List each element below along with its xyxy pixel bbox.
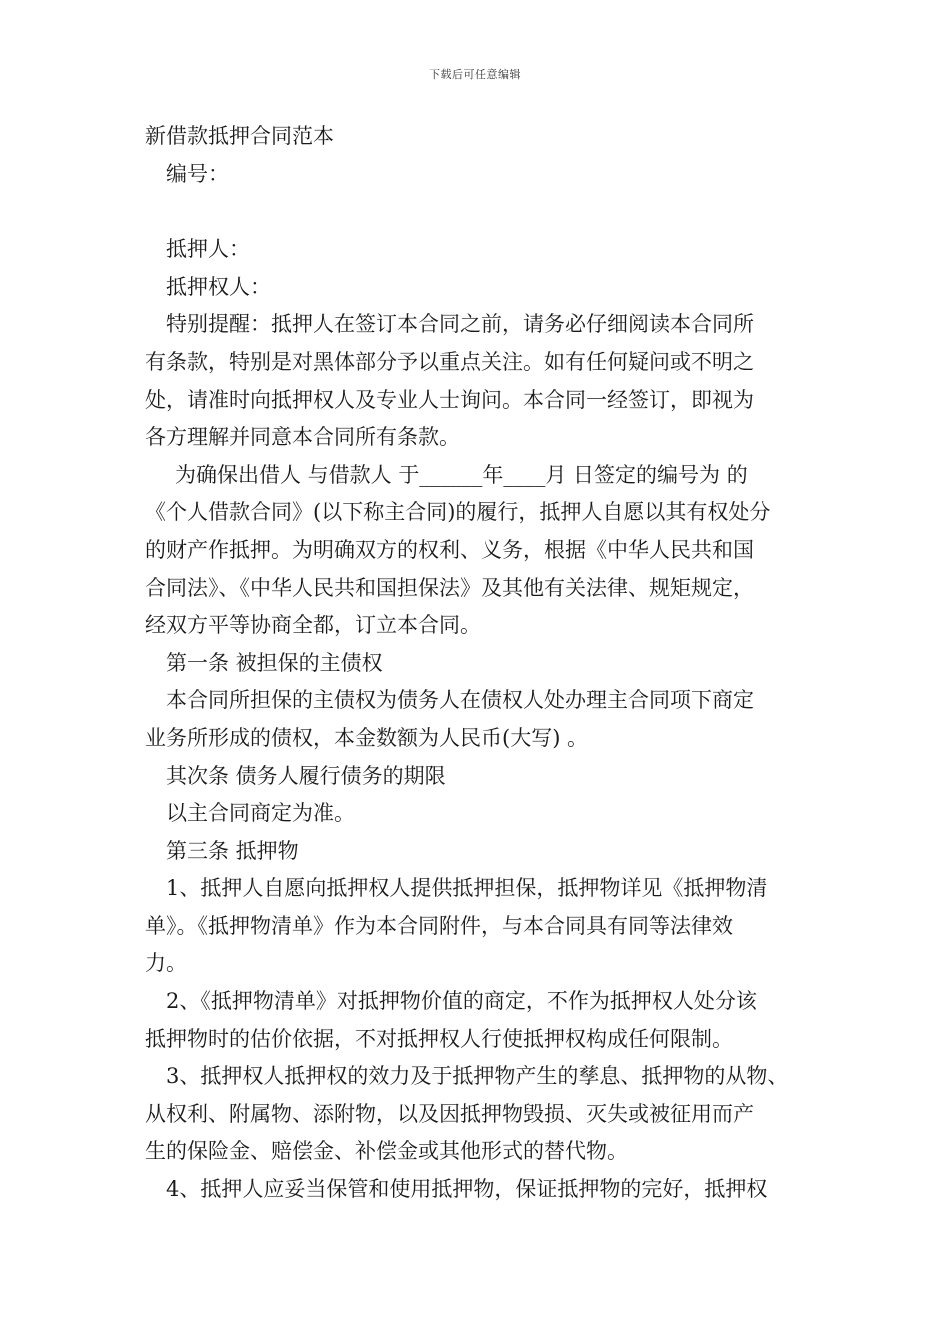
document-title: 新借款抵押合同范本 <box>145 124 334 148</box>
article-2-body: 以主合同商定为准。 <box>166 801 355 826</box>
article-1-line: 本合同所担保的主债权为债务人在债权人处办理主合同项下商定 <box>166 688 754 713</box>
clause-2-line: 抵押物时的估价依据，不对抵押权人行使抵押权构成任何限制。 <box>145 1026 733 1051</box>
clause-3-line: 生的保险金、赔偿金、补偿金或其他形式的替代物。 <box>145 1139 628 1164</box>
article-2-title: 其次条 债务人履行债务的期限 <box>166 763 446 788</box>
blank-spacer <box>145 193 845 231</box>
notice-line: 有条款，特别是对黑体部分予以重点关注。如有任何疑问或不明之 <box>145 349 754 374</box>
notice-line: 特别提醒：抵押人在签订本合同之前，请务必仔细阅读本合同所 <box>166 312 754 337</box>
clause-1-line: 1、抵押人自愿向抵押权人提供抵押担保，抵押物详见《抵押物清 <box>166 876 768 901</box>
preamble-line: 的财产作抵押。为明确双方的权利、义务，根据《中华人民共和国 <box>145 537 754 562</box>
mortgagor-label: 抵押人： <box>166 237 250 262</box>
preamble-line: 为确保出借人 与借款人 于______年____月 日签定的编号为 的 <box>175 462 748 487</box>
notice-line: 处，请准时向抵押权人及专业人士询问。本合同一经签订，即视为 <box>145 387 754 412</box>
article-3-title: 第三条 抵押物 <box>166 838 299 863</box>
preamble-line: 经双方平等协商全都，订立本合同。 <box>145 613 481 638</box>
clause-1-line: 力。 <box>145 951 187 976</box>
mortgagee-label: 抵押权人： <box>166 274 271 299</box>
article-1-title: 第一条 被担保的主债权 <box>166 650 383 675</box>
page-header: 下载后可任意编辑 <box>429 68 521 81</box>
clause-3-line: 3、抵押权人抵押权的效力及于抵押物产生的孳息、抵押物的从物、 <box>166 1064 789 1089</box>
article-1-line: 业务所形成的债权，本金数额为人民币(大写) 。 <box>145 725 589 750</box>
clause-1-line: 单》。《抵押物清单》作为本合同附件，与本合同具有同等法律效 <box>145 913 733 938</box>
preamble-line: 合同法》、《中华人民共和国担保法》及其他有关法律、规矩规定， <box>145 575 754 600</box>
number-label: 编号： <box>166 161 229 186</box>
clause-4-line: 4、抵押人应妥当保管和使用抵押物，保证抵押物的完好，抵押权 <box>166 1177 768 1202</box>
clause-2-line: 2、《抵押物清单》对抵押物价值的商定，不作为抵押权人处分该 <box>166 989 757 1014</box>
notice-line: 各方理解并同意本合同所有条款。 <box>145 425 460 450</box>
preamble-line: 《个人借款合同》(以下称主合同)的履行，抵押人自愿以其有权处分 <box>145 500 771 525</box>
document-body <box>145 118 845 1209</box>
clause-3-line: 从权利、附属物、添附物，以及因抵押物毁损、灭失或被征用而产 <box>145 1101 754 1126</box>
